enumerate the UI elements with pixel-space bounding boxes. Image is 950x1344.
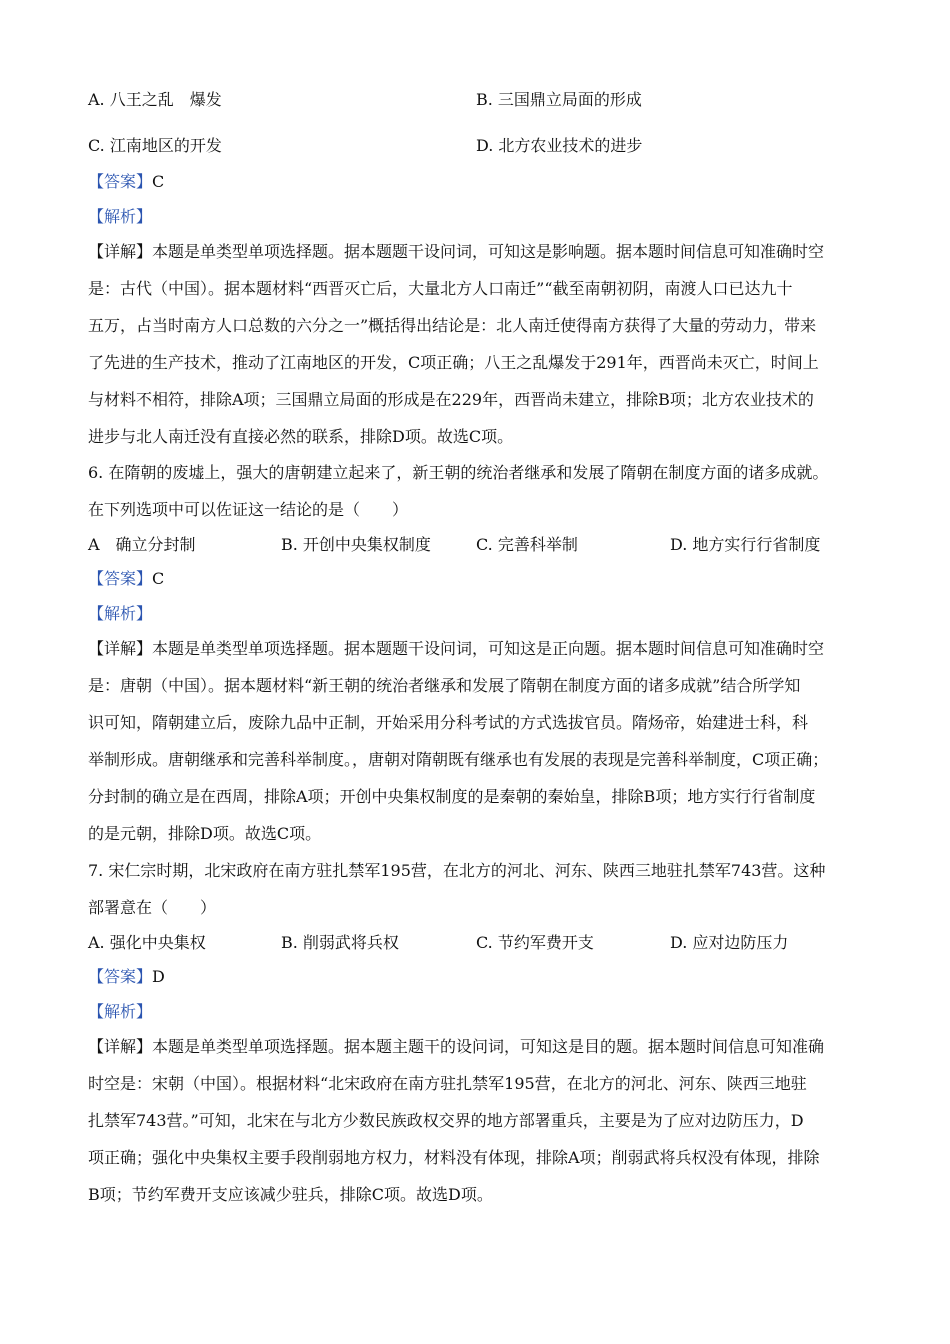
answer-label: 【答案】 xyxy=(88,967,153,986)
q6-detail-line-1 xyxy=(88,637,868,661)
q6-detail-line-3: 识可知，隋朝建立后，废除九品中正制，开始采用分科考试的方式选拔官员。隋炀帝，始建进士科，科 xyxy=(88,713,809,732)
analysis-label: 【解析】 xyxy=(88,1002,153,1021)
detail-label: 【详解】 xyxy=(88,242,153,261)
detail-label: 【详解】 xyxy=(88,639,153,658)
q5-detail-line-3: 五万，占当时南方人口总数的六分之一”概括得出结论是：北人南迁使得南方获得了大量的劳动力，带来 xyxy=(88,316,817,335)
analysis-label: 【解析】 xyxy=(88,207,153,226)
q7-option-d: D. 应对边防压力 xyxy=(670,933,789,952)
q5-answer xyxy=(88,170,868,194)
q7-answer xyxy=(88,965,868,989)
q6-detail-line-4: 举制形成。唐朝继承和完善科举制度。，唐朝对隋朝既有继承也有发展的表现是完善科举制度，C项正确； xyxy=(88,750,829,769)
q5-option-d: D. 北方农业技术的进步 xyxy=(476,136,643,155)
q7-detail-line-1 xyxy=(88,1035,868,1059)
q7-stem-line-1: 7. 宋仁宗时期，北宋政府在南方驻扎禁军195营，在北方的河北、河东、陕西三地驻扎禁军743营。这种 xyxy=(88,861,826,880)
detail-text: 本题是单类型单项选择题。据本题主题干的设问词，可知这是目的题。据本题时间信息可知准确 xyxy=(152,1037,825,1056)
q6-analysis-heading xyxy=(88,602,868,626)
q7-detail-line-2: 时空是：宋朝（中国）。根据材料“北宋政府在南方驻扎禁军195营，在北方的河北、河东、陕西三地驻 xyxy=(88,1074,807,1093)
q5-option-b: B. 三国鼎立局面的形成 xyxy=(476,90,642,109)
q7-option-a: A. 强化中央集权 xyxy=(88,933,206,952)
q7-stem-line-2: 部署意在（ ） xyxy=(88,898,217,917)
q6-stem-line-2: 在下列选项中可以佐证这一结论的是（ ） xyxy=(88,500,409,519)
q5-detail-line-6: 进步与北人南迁没有直接必然的联系，排除D项。故选C项。 xyxy=(88,427,514,446)
q6-option-d: D. 地方实行行省制度 xyxy=(670,535,821,554)
q7-detail-line-3: 扎禁军743营。”可知，北宋在与北方少数民族政权交界的地方部署重兵，主要是为了应对边防压力，D xyxy=(88,1111,804,1130)
q6-option-a: A 确立分封制 xyxy=(88,535,196,554)
q5-option-a: A. 八王之乱 爆发 xyxy=(88,90,222,109)
q7-detail-line-4: 项正确；强化中央集权主要手段削弱地方权力，材料没有体现，排除A项；削弱武将兵权没有体现，排除 xyxy=(88,1148,820,1167)
q6-detail-line-5: 分封制的确立是在西周，排除A项；开创中央集权制度的是秦朝的秦始皇，排除B项；地方实行行省制度 xyxy=(88,787,816,806)
q5-detail-line-1 xyxy=(88,240,868,264)
q6-detail-line-2: 是：唐朝（中国）。据本题材料“新王朝的统治者继承和发展了隋朝在制度方面的诸多成就”结合所学知 xyxy=(88,676,801,695)
q5-analysis-heading xyxy=(88,205,868,229)
q5-option-c: C. 江南地区的开发 xyxy=(88,136,222,155)
q6-option-b: B. 开创中央集权制度 xyxy=(281,535,431,554)
q7-option-b: B. 削弱武将兵权 xyxy=(281,933,399,952)
q7-detail-line-5: B项；节约军费开支应该减少驻兵，排除C项。故选D项。 xyxy=(88,1185,493,1204)
q5-detail-line-5: 与材料不相符，排除A项；三国鼎立局面的形成是在229年，西晋尚未建立，排除B项；北方农业技术的 xyxy=(88,390,814,409)
q5-detail-line-4: 了先进的生产技术，推动了江南地区的开发，C项正确；八王之乱爆发于291年，西晋尚未灭亡，时间上 xyxy=(88,353,819,372)
q6-answer xyxy=(88,567,868,591)
q7-option-c: C. 节约军费开支 xyxy=(476,933,594,952)
q6-stem-line-1: 6. 在隋朝的废墟上，强大的唐朝建立起来了，新王朝的统治者继承和发展了隋朝在制度方面的诸多成就。 xyxy=(88,463,829,482)
answer-label: 【答案】 xyxy=(88,569,153,588)
detail-text: 本题是单类型单项选择题。据本题题干设问词，可知这是影响题。据本题时间信息可知准确时空 xyxy=(152,242,825,261)
q6-option-c: C. 完善科举制 xyxy=(476,535,578,554)
detail-text: 本题是单类型单项选择题。据本题题干设问词，可知这是正向题。据本题时间信息可知准确时空 xyxy=(152,639,825,658)
answer-value: D xyxy=(152,967,165,986)
q5-detail-line-2: 是：古代（中国）。据本题材料“西晋灭亡后，大量北方人口南迁”“截至南朝初阴，南渡人口已达九十 xyxy=(88,279,793,298)
q6-detail-line-6: 的是元朝，排除D项。故选C项。 xyxy=(88,824,322,843)
answer-label: 【答案】 xyxy=(88,172,153,191)
answer-value: C xyxy=(152,172,165,191)
analysis-label: 【解析】 xyxy=(88,604,153,623)
answer-value: C xyxy=(152,569,165,588)
detail-label: 【详解】 xyxy=(88,1037,153,1056)
q7-analysis-heading xyxy=(88,1000,868,1024)
